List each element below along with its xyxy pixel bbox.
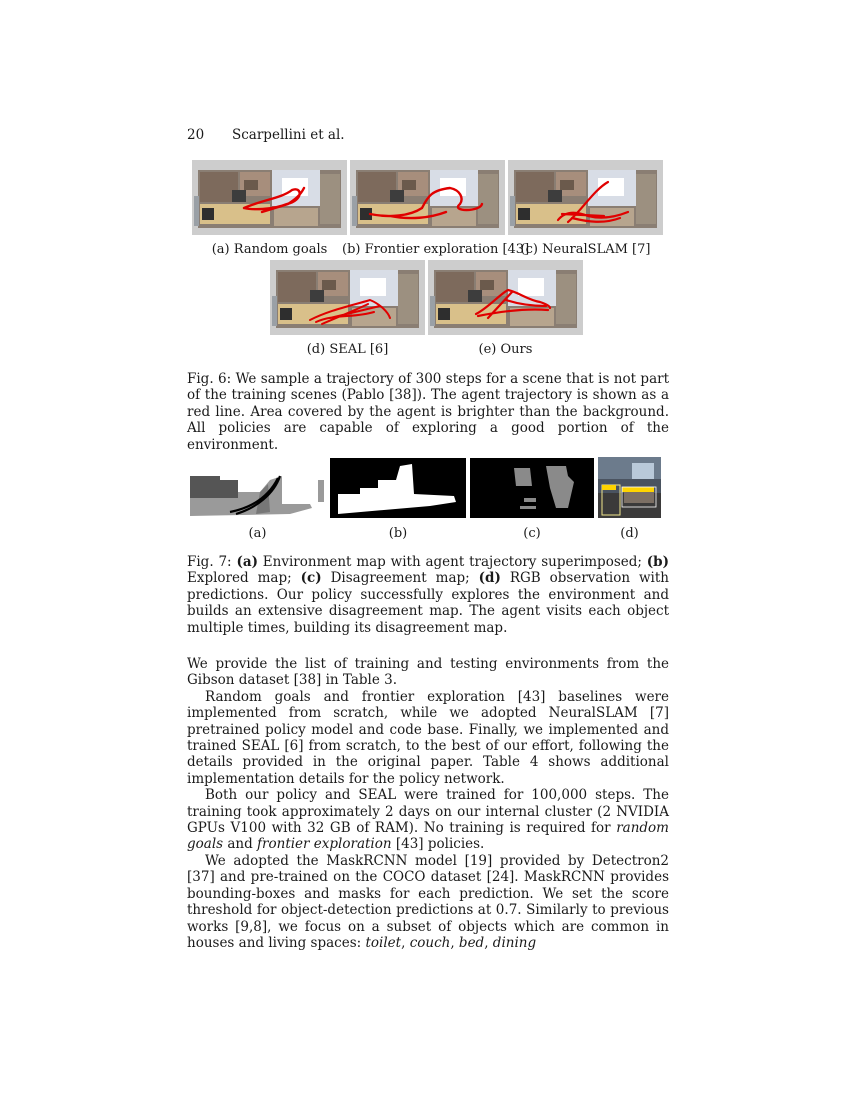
- fig7-caption-b-label: (b): [646, 554, 669, 570]
- fig7-caption-d-text: RGB observation with predictions. Our policy successfully explores the environment and builds an extensive disagreement map. The agent visits each object multiple times, building its disagreement map.: [187, 570, 669, 636]
- paragraph-3-text-c: [43] policies.: [391, 836, 485, 853]
- fig6-image-d: [270, 260, 425, 335]
- fig7-image-a: [190, 468, 325, 518]
- fig7-caption-a-text: Environment map with agent trajectory superimposed;: [257, 554, 647, 570]
- fig6-subcaption-c: (c) NeuralSLAM [7]: [520, 242, 651, 257]
- paragraph-4-sep-3: ,: [484, 934, 493, 951]
- fig6-image-e: [428, 260, 583, 335]
- fig7-subcaption-c: (c): [523, 526, 541, 541]
- paragraph-3-italic-frontier-exploration: frontier exploration: [257, 836, 392, 853]
- fig6-subcaption-b: (b) Frontier exploration [43]: [342, 242, 530, 257]
- fig7-caption-c-label: (c): [300, 570, 322, 587]
- fig7-image-c: [470, 458, 594, 518]
- paragraph-3-italic-random-goals: random goals: [187, 820, 669, 853]
- running-header-authors: Scarpellini et al.: [232, 127, 345, 143]
- fig7-caption-label: Fig. 7:: [187, 554, 232, 570]
- fig7-caption-a-label: (a): [236, 554, 258, 570]
- page-number: 20: [187, 127, 205, 143]
- fig7-caption: [187, 554, 669, 636]
- paragraph-4-italic-dining: dining: [492, 934, 537, 951]
- fig6-subcaption-d: (d) SEAL [6]: [306, 342, 389, 357]
- fig6-caption-label: Fig. 6:: [187, 371, 232, 387]
- paragraph-1: We provide the list of training and testing environments from the Gibson dataset [38] in Table 3.: [187, 656, 669, 689]
- fig6-image-a: [192, 160, 347, 235]
- fig6-subcaption-e: (e) Ours: [478, 342, 533, 357]
- fig7-caption-d-label: (d): [478, 570, 501, 587]
- fig7-image-d: [598, 457, 661, 518]
- fig6-image-c: [508, 160, 663, 235]
- fig6-image-b: [350, 160, 505, 235]
- paragraph-4-italic-bed: bed: [458, 934, 485, 951]
- paragraph-4-italic-couch: couch: [409, 934, 451, 951]
- paragraph-4-text: We adopted the MaskRCNN model [19] provided by Detectron2 [37] and pre-trained on the COCO dataset [24]. MaskRCNN provides bounding-boxes and masks for each prediction. We set the score threshold for object-detection predictions at 0.7. Similarly to previous works [9,8], we focus on a subset of objects which are common in houses and living spaces:: [187, 852, 669, 951]
- fig7-subcaption-b: (b): [388, 526, 408, 541]
- paragraph-2: Random goals and frontier exploration [43] baselines were implemented from scratch, while we adopted NeuralSLAM [7] pretrained policy model and code base. Finally, we implemented and trained SEAL [6] from scratch, to the best of our effort, following the details provided in the original paper. Table 4 shows additional implementation details for the policy network.: [187, 688, 669, 787]
- fig7-caption-c-text: Disagreement map;: [321, 570, 479, 587]
- paragraph-4-sep-1: ,: [401, 934, 410, 951]
- paragraph-3: [187, 787, 669, 853]
- fig7-subcaption-d: (d): [620, 526, 639, 541]
- fig7-caption-b-text: Explored map;: [187, 570, 301, 587]
- paragraph-4-sep-2: ,: [450, 934, 459, 951]
- paragraph-4-italic-toilet: toilet: [365, 934, 402, 951]
- paragraph-3-text-a: Both our policy and SEAL were trained for 100,000 steps. The training took approximately 2 days on our internal cluster (2 NVIDIA GPUs V100 with 32 GB of RAM). No training is required for: [187, 787, 669, 837]
- paragraph-3-text-b: and: [223, 836, 258, 853]
- fig7-subcaption-a: (a): [248, 526, 267, 541]
- fig6-caption: [187, 371, 669, 453]
- fig6-caption-text: We sample a trajectory of 300 steps for a scene that is not part of the training scenes (Pablo [38]). The agent trajectory is shown as a red line. Area covered by the agent is brighter than the background. All policies are capable of exploring a good portion of the environment.: [187, 371, 670, 453]
- paragraph-4: [187, 853, 669, 951]
- fig6-subcaption-a: (a) Random goals: [211, 242, 328, 257]
- fig7-image-b: [330, 458, 466, 518]
- body-text: [187, 656, 669, 951]
